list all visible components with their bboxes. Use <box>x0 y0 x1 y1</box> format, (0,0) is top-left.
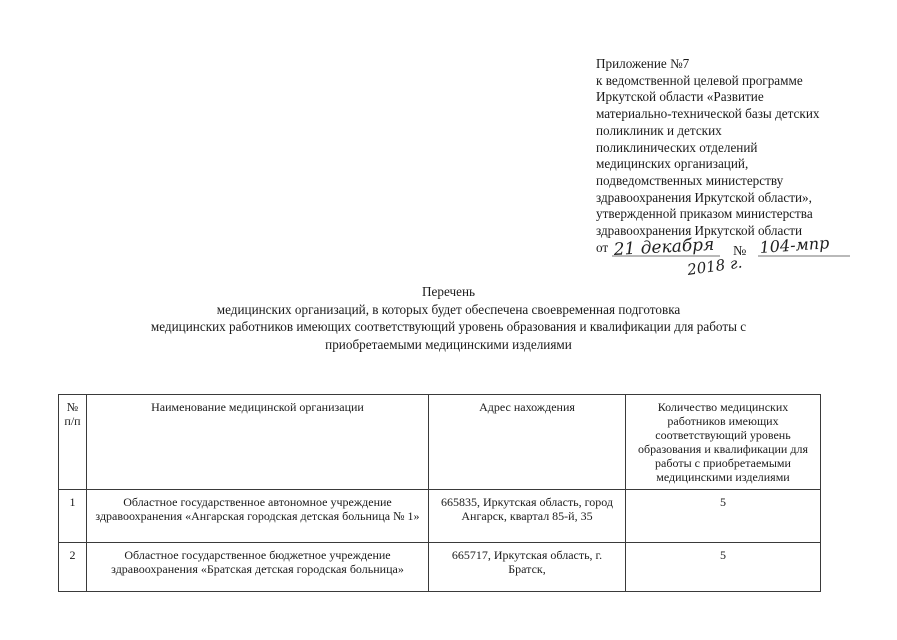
appendix-line: здравоохранения Иркутской области <box>596 223 803 239</box>
cell-address: 665717, Иркутская область, г. Братск, <box>429 543 626 592</box>
handwritten-number: 104-мпр <box>758 233 830 257</box>
document-title <box>0 283 897 353</box>
appendix-line: здравоохранения Иркутской области», <box>596 189 812 205</box>
title-line: Перечень <box>421 284 476 299</box>
handwritten-year: 2018 г. <box>686 253 744 279</box>
cell-staff-count: 5 <box>626 490 821 543</box>
cell-organization: Областное государственное автономное учреждение здравоохранения «Ангарская городская детская больница № 1» <box>87 490 429 543</box>
cell-number: 2 <box>59 543 87 592</box>
title-line: медицинских организаций, в которых будет обеспечена своевременная подготовка <box>216 301 681 317</box>
title-line: приобретаемыми медицинскими изделиями <box>325 336 572 352</box>
table-row <box>59 543 821 592</box>
appendix-block <box>596 56 896 256</box>
appendix-line: подведомственных министерству <box>596 172 784 188</box>
cell-organization: Областное государственное бюджетное учреждение здравоохранения «Братская детская городская больница» <box>87 543 429 592</box>
header-organization: Наименование медицинской организации <box>87 395 429 490</box>
header-staff-count: Количество медицинских работников имеющих соответствующий уровень образования и квалификации для работы с приобретаемыми медицинскими изделиями <box>626 395 821 490</box>
table-row <box>59 490 821 543</box>
appendix-line: материально-технической базы детских <box>596 106 820 122</box>
organizations-table <box>58 394 821 592</box>
appendix-line: Приложение №7 <box>596 56 690 71</box>
handwritten-date: 21 декабря <box>613 234 715 260</box>
header-number: № п/п <box>59 395 87 490</box>
header-address: Адрес нахождения <box>429 395 626 490</box>
title-line: медицинских работников имеющих соответствующий уровень образования и квалификации для работы с <box>150 319 747 335</box>
appendix-line: поликлинических отделений <box>596 139 758 155</box>
cell-staff-count: 5 <box>626 543 821 592</box>
number-sign: № <box>733 244 747 259</box>
appendix-line: Иркутской области «Развитие <box>596 89 764 105</box>
table-header-row <box>59 395 821 490</box>
date-prefix: от <box>596 239 609 255</box>
appendix-line: поликлиник и детских <box>596 122 722 138</box>
appendix-line: к ведомственной целевой программе <box>596 72 803 88</box>
cell-address: 665835, Иркутская область, город Ангарск, квартал 85-й, 35 <box>429 490 626 543</box>
cell-number: 1 <box>59 490 87 543</box>
appendix-line: утвержденной приказом министерства <box>596 206 813 222</box>
appendix-line: медицинских организаций, <box>596 156 749 172</box>
